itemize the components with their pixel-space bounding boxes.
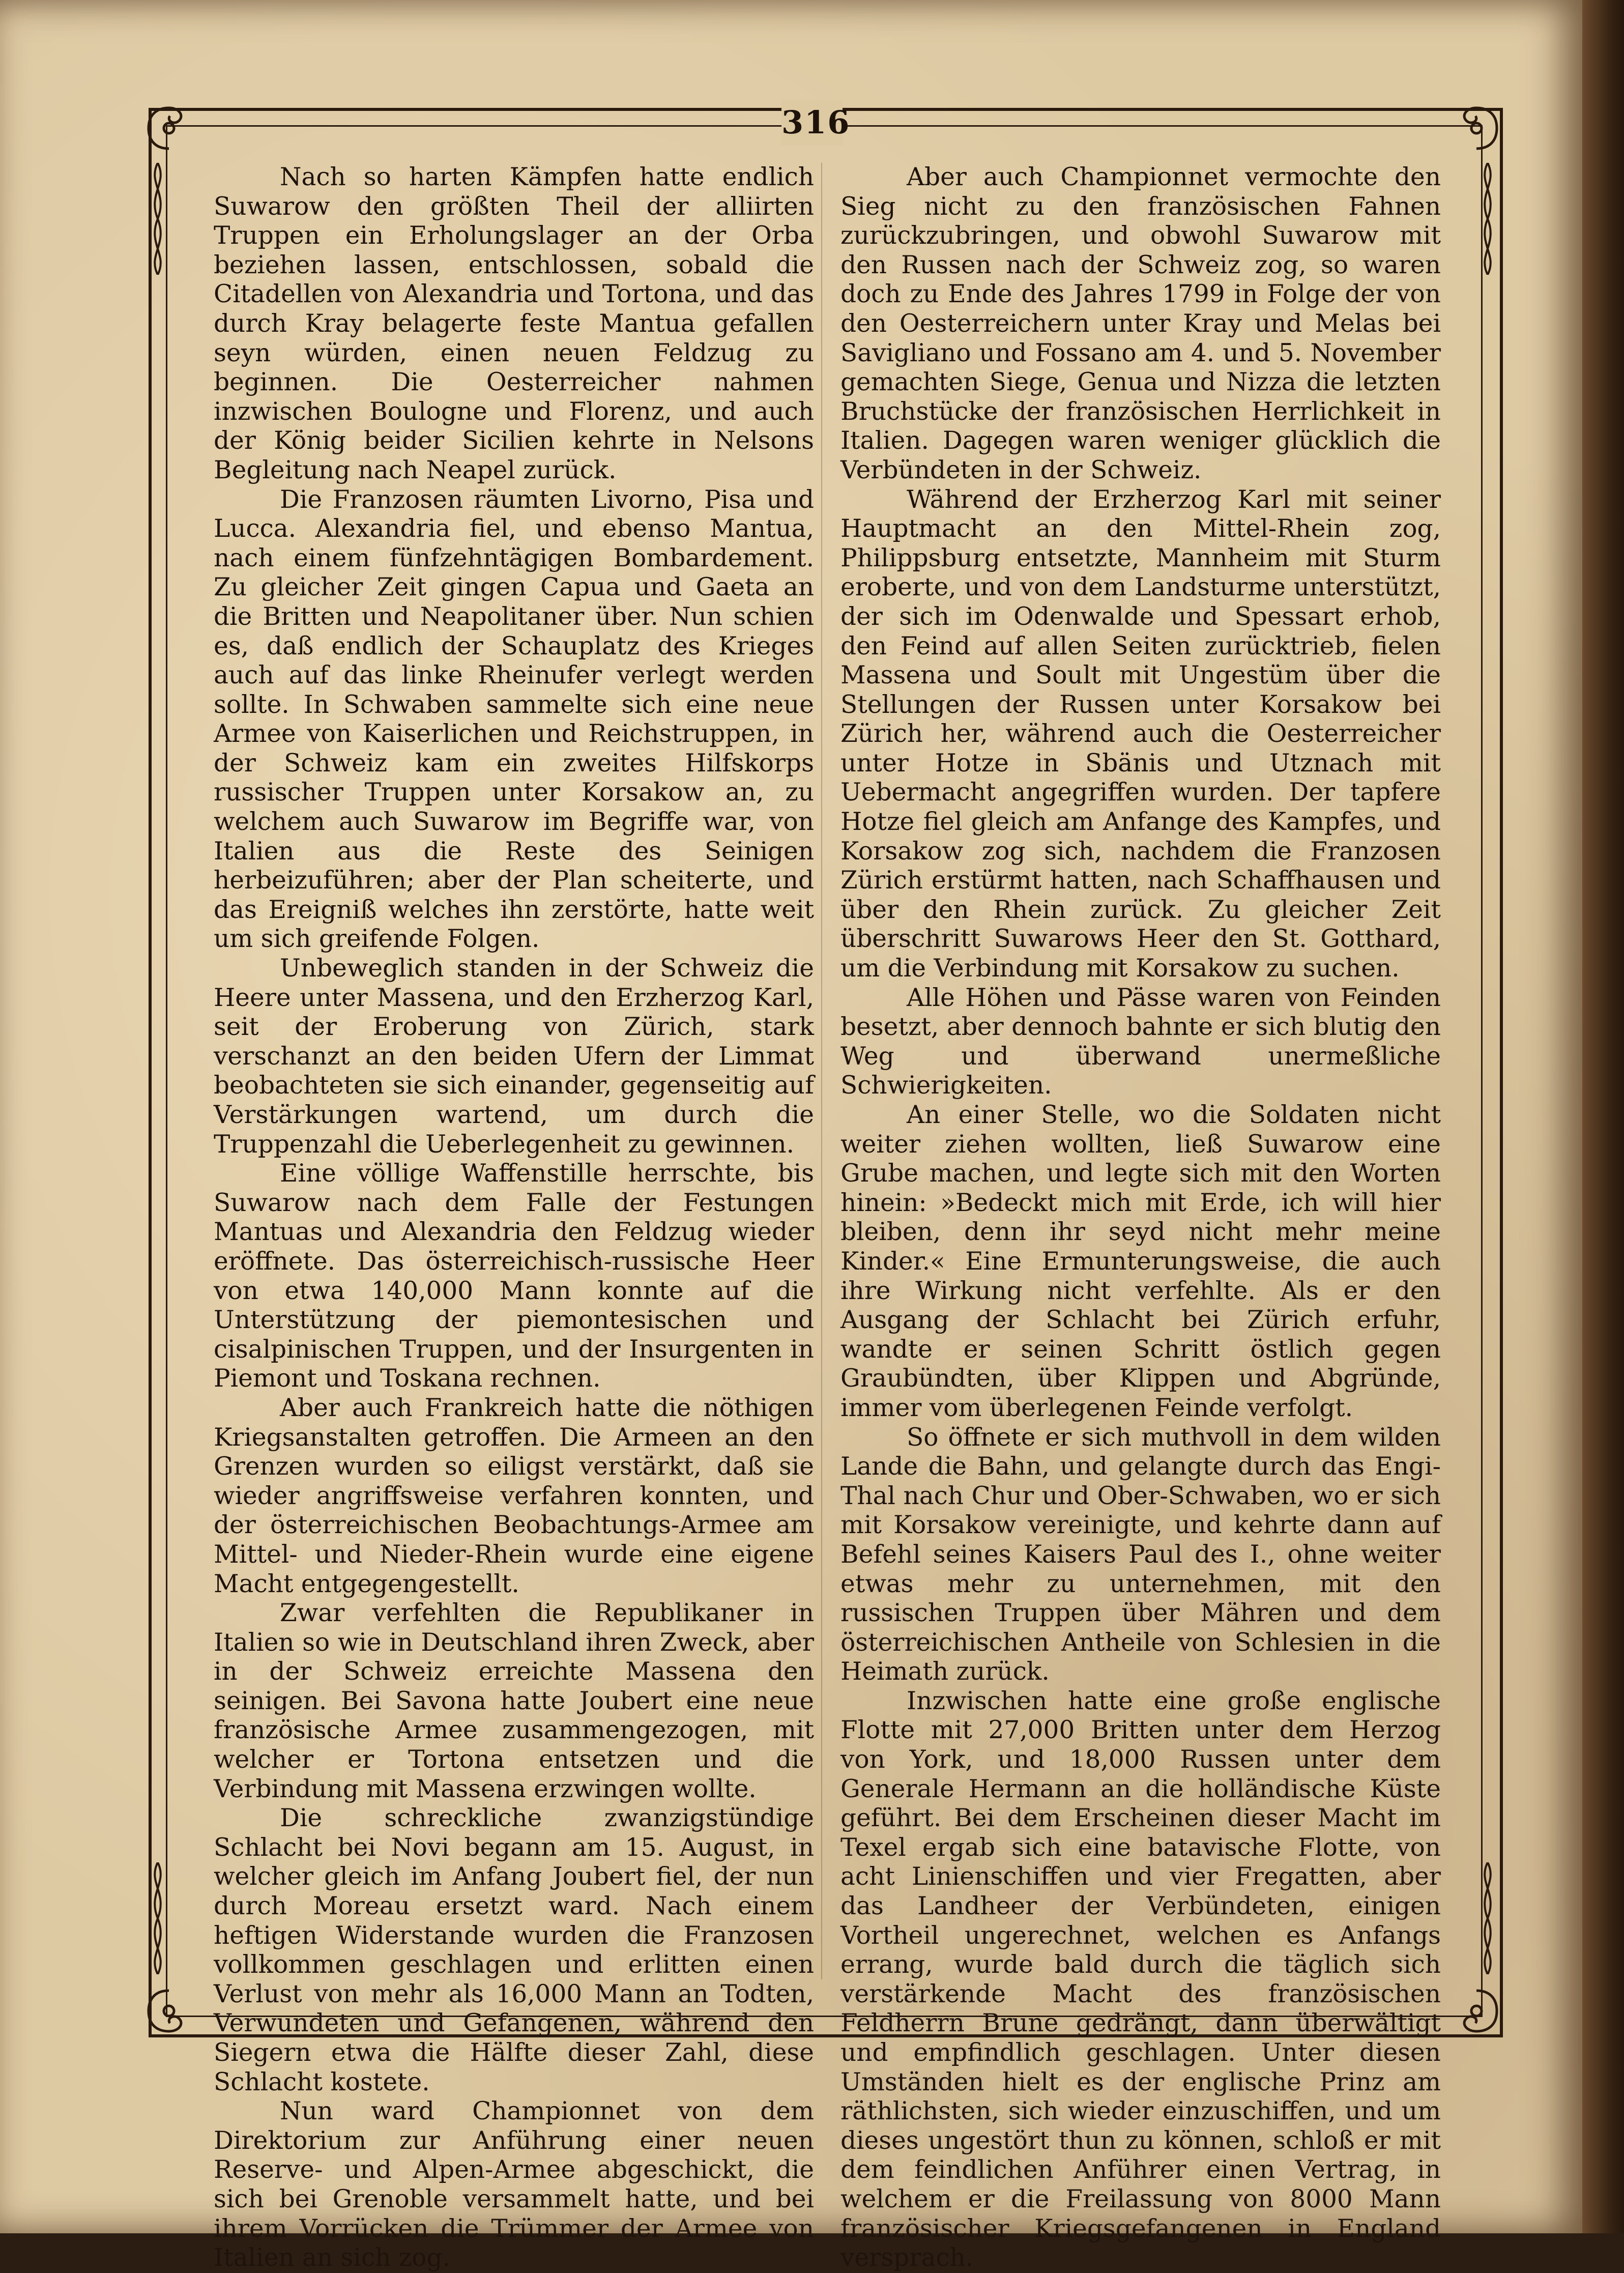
left-column: [214, 163, 814, 2273]
paragraph: An einer Stelle, wo die Soldaten nicht weiter ziehen wollten, ließ Suwarow eine Grube machen, und legte sich mit den Worten hinein: »Bedeckt mich mit Erde, ich will hier bleiben, denn ihr seyd nicht mehr meine Kinder.« Eine Ermunterungsweise, die auch ihre Wirkung nicht verfehlte. Als er den Ausgang der Schlacht bei Zürich erfuhr, wandte er seinen Schritt östlich gegen Graubündten, über Klippen und Abgründe, immer vom überlegenen Feinde verfolgt.: [840, 1101, 1441, 1422]
corner-ornament-icon: [138, 1980, 199, 2041]
book-spine: [1582, 0, 1624, 2233]
corner-ornament-icon: [1446, 1980, 1507, 2041]
paragraph: Zwar verfehlten die Republikaner in Italien so wie in Deutschland ihren Zweck, aber in der Schweiz erreichte Massena den seinigen. Bei Savona hatte Joubert eine neue französische Armee zusammengezogen, mit welcher er Tortona entsetzen und die Verbindung mit Massena erzwingen wollte.: [214, 1599, 814, 1803]
paragraph: Eine völlige Waffenstille herrschte, bis Suwarow nach dem Falle der Festungen Mantuas und Alexandria den Feldzug wieder eröffnete. Das österreichisch-russische Heer von etwa 140,000 Mann konnte auf die Unterstützung der piemontesischen und cisalpinischen Truppen, und der Insurgenten in Piemont und Toskana rechnen.: [214, 1159, 814, 1393]
page-number: 316: [781, 100, 843, 146]
paragraph: Die Franzosen räumten Livorno, Pisa und Lucca. Alexandria fiel, und ebenso Mantua, nach einem fünfzehntägigen Bombardement. Zu gleicher Zeit gingen Capua und Gaeta an die Britten und Neapolitaner über. Nun schien es, daß endlich der Schauplatz des Krieges auch auf das linke Rheinufer verlegt werden sollte. In Schwaben sammelte sich eine neue Armee von Kaiserlichen und Reichstruppen, in der Schweiz kam ein zweites Hilfskorps russischer Truppen unter Korsakow an, zu welchem auch Suwarow im Begriffe war, von Italien aus die Reste des Seinigen herbeizuführen; aber der Plan scheiterte, und das Ereigniß welches ihn zerstörte, hatte weit um sich greifende Folgen.: [214, 485, 814, 954]
paragraph: Aber auch Championnet vermochte den Sieg nicht zu den französischen Fahnen zurückzubringen, und obwohl Suwarow mit den Russen nach der Schweiz zog, so waren doch zu Ende des Jahres 1799 in Folge der von den Oesterreichern unter Kray und Melas bei Savigliano und Fossano am 4. und 5. November gemachten Siege, Genua und Nizza die letzten Bruchstücke der französischen Herrlichkeit in Italien. Dagegen waren weniger glücklich die Verbündeten in der Schweiz.: [840, 163, 1441, 484]
paragraph: Während der Erzherzog Karl mit seiner Hauptmacht an den Mittel-Rhein zog, Philippsburg entsetzte, Mannheim mit Sturm eroberte, und von dem Landsturme unterstützt, der sich im Odenwalde und Spessart erhob, den Feind auf allen Seiten zurücktrieb, fielen Massena und Soult mit Ungestüm über die Stellungen der Russen unter Korsakow bei Zürich her, während auch die Oesterreicher unter Hotze in Sbänis und Utznach mit Uebermacht angegriffen wurden. Der tapfere Hotze fiel gleich am Anfange des Kampfes, und Korsakow zog sich, nachdem die Franzosen Zürich erstürmt hatten, nach Schaffhausen und über den Rhein zurück. Zu gleicher Zeit überschritt Suwarows Heer den St. Gotthard, um die Verbindung mit Korsakow zu suchen.: [840, 485, 1441, 983]
corner-ornament-icon: [138, 98, 199, 159]
side-ornament-icon: [142, 163, 173, 275]
paragraph: Aber auch Frankreich hatte die nöthigen Kriegsanstalten getroffen. Die Armeen an den Grenzen wurden so eiligst verstärkt, daß sie wieder angriffsweise verfahren konnten, und der österreichischen Beobachtungs-Armee am Mittel- und Nieder-Rhein wurde eine eigene Macht entgegengestellt.: [214, 1393, 814, 1598]
side-ornament-icon: [1472, 163, 1503, 275]
right-column: [840, 163, 1441, 2273]
paragraph: Nun ward Championnet von dem Direktorium zur Anführung einer neuen Reserve- und Alpen-Armee abgeschickt, die sich bei Grenoble versammelt hatte, und bei ihrem Vorrücken die Trümmer der Armee von Italien an sich zog.: [214, 2097, 814, 2272]
corner-ornament-icon: [1446, 98, 1507, 159]
paragraph: Unbeweglich standen in der Schweiz die Heere unter Massena, und den Erzherzog Karl, seit der Eroberung von Zürich, stark verschanzt an den beiden Ufern der Limmat beobachteten sie sich einander, gegenseitig auf Verstärkungen wartend, um durch die Truppenzahl die Ueberlegenheit zu gewinnen.: [214, 954, 814, 1159]
paragraph: Die schreckliche zwanzigstündige Schlacht bei Novi begann am 15. August, in welcher gleich im Anfang Joubert fiel, der nun durch Moreau ersetzt ward. Nach einem heftigen Widerstande wurden die Franzosen vollkommen geschlagen und erlitten einen Verlust von mehr als 16,000 Mann an Todten, Verwundeten und Gefangenen, während den Siegern etwa die Hälfte dieser Zahl, diese Schlacht kostete.: [214, 1804, 814, 2096]
side-ornament-icon: [1472, 1862, 1503, 1974]
paragraph: Alle Höhen und Pässe waren von Feinden besetzt, aber dennoch bahnte er sich blutig den Weg und überwand unermeßliche Schwierigkeiten.: [840, 983, 1441, 1100]
paragraph: So öffnete er sich muthvoll in dem wilden Lande die Bahn, und gelangte durch das Engi-Thal nach Chur und Ober-Schwaben, wo er sich mit Korsakow vereinigte, und kehrte dann auf Befehl seines Kaisers Paul des I., ohne weiter etwas mehr zu unternehmen, mit den russischen Truppen über Mähren und dem österreichischen Antheile von Schlesien in die Heimath zurück.: [840, 1423, 1441, 1686]
side-ornament-icon: [142, 1862, 173, 1974]
paragraph: Nach so harten Kämpfen hatte endlich Suwarow den größten Theil der alliirten Truppen ein Erholungslager an der Orba beziehen lassen, entschlossen, sobald die Citadellen von Alexandria und Tortona, und das durch Kray belagerte feste Mantua gefallen seyn würden, einen neuen Feldzug zu beginnen. Die Oesterreicher nahmen inzwischen Boulogne und Florenz, und auch der König beider Sicilien kehrte in Nelsons Begleitung nach Neapel zurück.: [214, 163, 814, 484]
column-divider: [821, 163, 822, 1979]
paragraph: Inzwischen hatte eine große englische Flotte mit 27,000 Britten unter dem Herzog von York, und 18,000 Russen unter dem Generale Hermann an die holländische Küste geführt. Bei dem Erscheinen dieser Macht im Texel ergab sich eine batavische Flotte, von acht Linienschiffen und vier Fregatten, aber das Landheer der Verbündeten, einigen Vortheil ungerechnet, welchen es Anfangs errang, wurde bald durch die täglich sich verstärkende Macht des französischen Feldherrn Brune gedrängt, dann überwältigt und empfindlich geschlagen. Unter diesen Umständen hielt es der englische Prinz am räthlichsten, sich wieder einzuschiffen, und um dieses ungestört thun zu können, schloß er mit dem feindlichen Anführer einen Vertrag, in welchem er die Freilassung von 8000 Mann französischer Kriegsgefangenen in England versprach.: [840, 1686, 1441, 2272]
